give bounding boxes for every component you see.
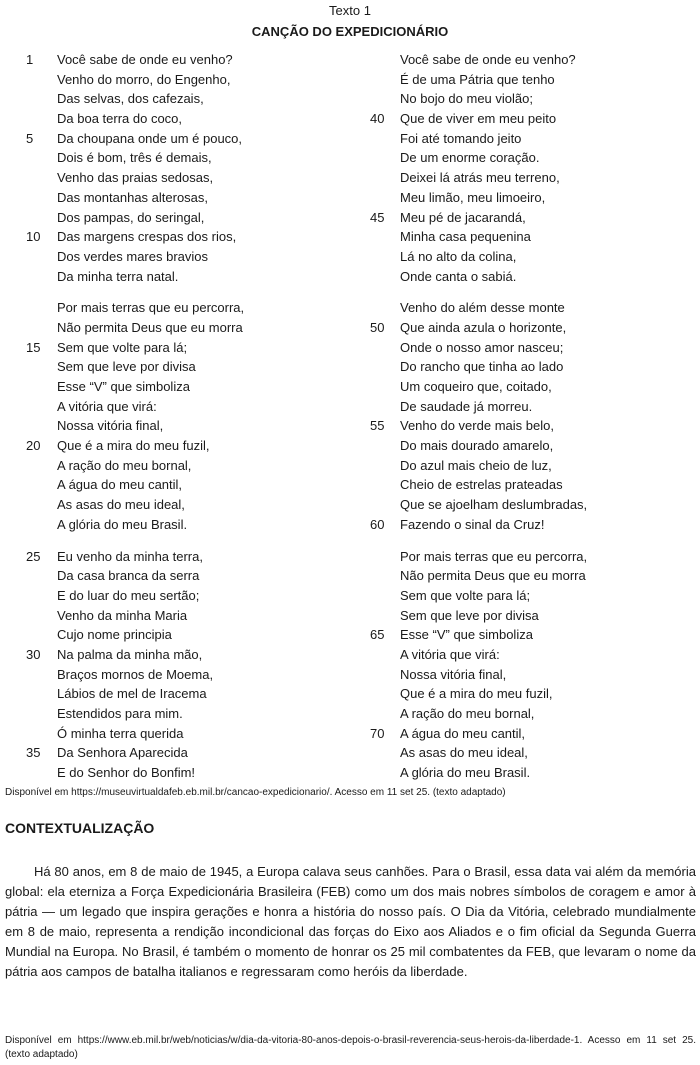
verse-text: De saudade já morreu.	[400, 398, 533, 414]
verse-text: Meu pé de jacarandá,	[400, 209, 526, 225]
verse-line	[345, 436, 700, 456]
verse-line	[345, 168, 700, 188]
line-number: 40	[370, 111, 385, 127]
verse-line	[0, 247, 345, 267]
poem-stanza	[345, 547, 700, 783]
verse-line	[0, 495, 345, 515]
verse-line	[345, 148, 700, 168]
verse-text: Por mais terras que eu percorra,	[57, 300, 245, 316]
poem-column-right	[345, 50, 700, 795]
verse-text: Que é a mira do meu fuzil,	[57, 438, 210, 454]
verse-text: Venho das praias sedosas,	[57, 170, 214, 186]
verse-text: Dos verdes mares bravios	[57, 248, 208, 264]
line-number: 45	[370, 209, 385, 225]
verse-line	[0, 109, 345, 129]
line-number: 55	[370, 418, 385, 434]
verse-line	[345, 665, 700, 685]
verse-line	[0, 547, 345, 567]
verse-line	[345, 227, 700, 247]
verse-line	[0, 377, 345, 397]
verse-line	[0, 724, 345, 744]
verse-line	[0, 763, 345, 783]
verse-text: Braços mornos de Moema,	[57, 666, 214, 682]
verse-line	[345, 397, 700, 417]
verse-text: A vitória que virá:	[400, 646, 500, 662]
verse-text: Venho do morro, do Engenho,	[57, 71, 231, 87]
verse-line	[345, 566, 700, 586]
verse-line	[345, 318, 700, 338]
verse-line	[345, 377, 700, 397]
verse-text: A glória do meu Brasil.	[400, 765, 531, 781]
verse-line	[345, 208, 700, 228]
verse-text: Que se ajoelham deslumbradas,	[400, 497, 588, 513]
verse-line	[0, 606, 345, 626]
verse-text: Cheio de estrelas prateadas	[400, 477, 563, 493]
verse-line	[0, 515, 345, 535]
verse-text: Eu venho da minha terra,	[57, 548, 203, 564]
verse-line	[0, 267, 345, 287]
verse-line	[345, 70, 700, 90]
verse-text: A água do meu cantil,	[400, 725, 526, 741]
verse-text: A glória do meu Brasil.	[57, 516, 188, 532]
line-number: 1	[26, 52, 34, 67]
verse-text: Cujo nome principia	[57, 627, 172, 643]
verse-line	[345, 298, 700, 318]
verse-line	[345, 475, 700, 495]
verse-text: Esse “V” que simboliza	[57, 379, 190, 394]
verse-line	[345, 247, 700, 267]
verse-text: A ração do meu bornal,	[400, 706, 535, 721]
line-number: 5	[26, 130, 34, 146]
verse-text: Você sabe de onde eu venho?	[57, 52, 233, 67]
verse-line	[0, 129, 345, 149]
verse-line	[345, 357, 700, 377]
verse-line	[0, 148, 345, 168]
verse-text: Estendidos para mim.	[57, 706, 183, 721]
verse-text: Você sabe de onde eu venho?	[400, 52, 576, 67]
verse-line	[0, 665, 345, 685]
verse-text: Sem que leve por divisa	[57, 359, 196, 375]
verse-line	[0, 168, 345, 188]
verse-text: Meu limão, meu limoeiro,	[400, 189, 546, 205]
verse-line	[345, 547, 700, 567]
verse-line	[0, 475, 345, 495]
verse-line	[0, 357, 345, 377]
line-number: 35	[26, 745, 41, 761]
verse-line	[0, 456, 345, 476]
verse-line	[0, 586, 345, 606]
line-number: 70	[370, 725, 385, 741]
verse-text: Das montanhas alterosas,	[57, 189, 209, 205]
verse-line	[0, 89, 345, 109]
verse-line	[345, 89, 700, 109]
verse-text: Nossa vitória final,	[57, 418, 164, 434]
verse-text: Minha casa pequenina	[400, 229, 531, 245]
verse-line	[345, 129, 700, 149]
poem-stanza	[0, 547, 345, 783]
verse-line	[345, 267, 700, 287]
verse-line	[345, 338, 700, 358]
poem-stanza	[345, 50, 700, 286]
verse-text: Nossa vitória final,	[400, 666, 507, 682]
verse-text: Do azul mais cheio de luz,	[400, 457, 552, 473]
verse-text: Onde canta o sabiá.	[400, 268, 517, 284]
verse-line	[345, 704, 700, 724]
verse-line	[345, 645, 700, 665]
verse-line	[0, 70, 345, 90]
verse-text: De um enorme coração.	[400, 150, 540, 166]
verse-line	[345, 724, 700, 744]
verse-line	[0, 566, 345, 586]
poem-stanza	[0, 50, 345, 286]
verse-text: A vitória que virá:	[57, 398, 157, 414]
verse-line	[345, 763, 700, 783]
line-number: 50	[370, 319, 385, 335]
verse-text: Na palma da minha mão,	[57, 646, 203, 662]
verse-line	[345, 515, 700, 535]
verse-text: No bojo do meu violão;	[400, 91, 533, 107]
verse-line	[0, 704, 345, 724]
verse-text: Por mais terras que eu percorra,	[400, 548, 588, 564]
verse-text: Venho do verde mais belo,	[400, 418, 554, 434]
verse-text: Que é a mira do meu fuzil,	[400, 686, 553, 702]
poem-stanza	[0, 298, 345, 534]
verse-text: As asas do meu ideal,	[400, 745, 528, 761]
line-number: 20	[26, 438, 41, 454]
verse-line	[345, 625, 700, 645]
verse-text: Da casa branca da serra	[57, 568, 200, 584]
verse-line	[0, 436, 345, 456]
context-paragraph: Há 80 anos, em 8 de maio de 1945, a Europa calava seus canhões. Para o Brasil, essa data vai além da memória global: ela eterniza a Força Expedicionária Brasileira (FEB) como um dos mais nobres símbolos de coragem e amor à pátria — um legado que inspira gerações e honra a história do nosso país. O Dia da Vitória, celebrado mundialmente em 8 de maio, representa a rendição incondicional das forças do Eixo aos Aliados e o fim oficial da Segunda Guerra Mundial na Europa. No Brasil, é também o momento de honrar os 25 mil combatentes da FEB, que levaram o nome da pátria aos campos de batalha italianos e regressaram como heróis da liberdade.	[5, 864, 696, 979]
verse-text: Venho do além desse monte	[400, 300, 565, 316]
verse-text: Fazendo o sinal da Cruz!	[400, 516, 545, 532]
line-number: 15	[26, 339, 41, 355]
verse-text: Dois é bom, três é demais,	[57, 150, 212, 166]
verse-text: Não permita Deus que eu morra	[57, 319, 243, 335]
verse-line	[345, 416, 700, 436]
verse-line	[345, 743, 700, 763]
verse-line	[0, 397, 345, 417]
verse-line	[0, 298, 345, 318]
verse-line	[345, 456, 700, 476]
verse-text: Da Senhora Aparecida	[57, 745, 188, 761]
verse-text: Lábios de mel de Iracema	[57, 686, 207, 702]
verse-text: Dos pampas, do seringal,	[57, 209, 205, 225]
verse-line	[0, 50, 345, 70]
verse-text: Foi até tomando jeito	[400, 130, 522, 146]
context-source: Disponível em https://www.eb.mil.br/web/noticias/w/dia-da-vitoria-80-anos-depois-o-brasil-reverencia-seus-herois-da-liberdade-1. Acesso em 11 set 25. (texto adaptado)	[5, 1035, 696, 1060]
poem-column-left	[0, 50, 345, 795]
line-number: 30	[26, 646, 41, 662]
poem-stanza	[345, 298, 700, 534]
verse-line	[0, 645, 345, 665]
verse-text: Lá no alto da colina,	[400, 248, 517, 264]
verse-text: E do luar do meu sertão;	[57, 587, 200, 603]
verse-text: Da choupana onde um é pouco,	[57, 130, 243, 146]
verse-text: E do Senhor do Bonfim!	[57, 765, 196, 781]
verse-line	[345, 606, 700, 626]
verse-text: A ração do meu bornal,	[57, 457, 192, 473]
verse-text: Sem que volte para lá;	[400, 587, 531, 603]
verse-line	[345, 50, 700, 70]
verse-line	[0, 318, 345, 338]
section-heading: CONTEXTUALIZAÇÃO	[5, 820, 155, 836]
verse-line	[0, 743, 345, 763]
verse-text: Do rancho que tinha ao lado	[400, 359, 564, 375]
line-number: 65	[370, 627, 385, 643]
verse-text: Sem que leve por divisa	[400, 607, 539, 623]
verse-line	[0, 338, 345, 358]
verse-line	[0, 208, 345, 228]
verse-text: Um coqueiro que, coitado,	[400, 379, 552, 394]
poem-source: Disponível em https://museuvirtualdafeb.eb.mil.br/cancao-expedicionario/. Acesso em 11 set 25. (texto adaptado)	[5, 787, 506, 798]
verse-text: Da minha terra natal.	[57, 268, 179, 284]
verse-text: Ó minha terra querida	[57, 725, 184, 741]
verse-line	[345, 684, 700, 704]
poem-title: CANÇÃO DO EXPEDICIONÁRIO	[251, 24, 449, 39]
verse-text: A água do meu cantil,	[57, 477, 183, 493]
verse-text: Da boa terra do coco,	[57, 111, 183, 127]
verse-text: Onde o nosso amor nasceu;	[400, 339, 564, 355]
text-label: Texto 1	[329, 3, 371, 18]
verse-line	[345, 495, 700, 515]
verse-text: Venho da minha Maria	[57, 607, 188, 623]
verse-line	[0, 227, 345, 247]
verse-text: Do mais dourado amarelo,	[400, 438, 554, 454]
verse-text: As asas do meu ideal,	[57, 497, 185, 513]
line-number: 60	[370, 516, 385, 532]
verse-line	[345, 188, 700, 208]
verse-text: Deixei lá atrás meu terreno,	[400, 170, 560, 186]
verse-text: Que ainda azula o horizonte,	[400, 319, 567, 335]
verse-line	[0, 188, 345, 208]
verse-line	[0, 625, 345, 645]
line-number: 25	[26, 548, 41, 564]
verse-text: Das margens crespas dos rios,	[57, 229, 237, 245]
verse-line	[0, 684, 345, 704]
verse-line	[345, 586, 700, 606]
verse-line	[0, 416, 345, 436]
verse-text: Das selvas, dos cafezais,	[57, 91, 204, 107]
verse-text: É de uma Pátria que tenho	[400, 71, 555, 87]
verse-text: Esse “V” que simboliza	[400, 627, 533, 643]
verse-text: Não permita Deus que eu morra	[400, 568, 586, 584]
verse-line	[345, 109, 700, 129]
verse-text: Que de viver em meu peito	[400, 111, 557, 127]
line-number: 10	[26, 229, 41, 245]
verse-text: Sem que volte para lá;	[57, 339, 188, 355]
